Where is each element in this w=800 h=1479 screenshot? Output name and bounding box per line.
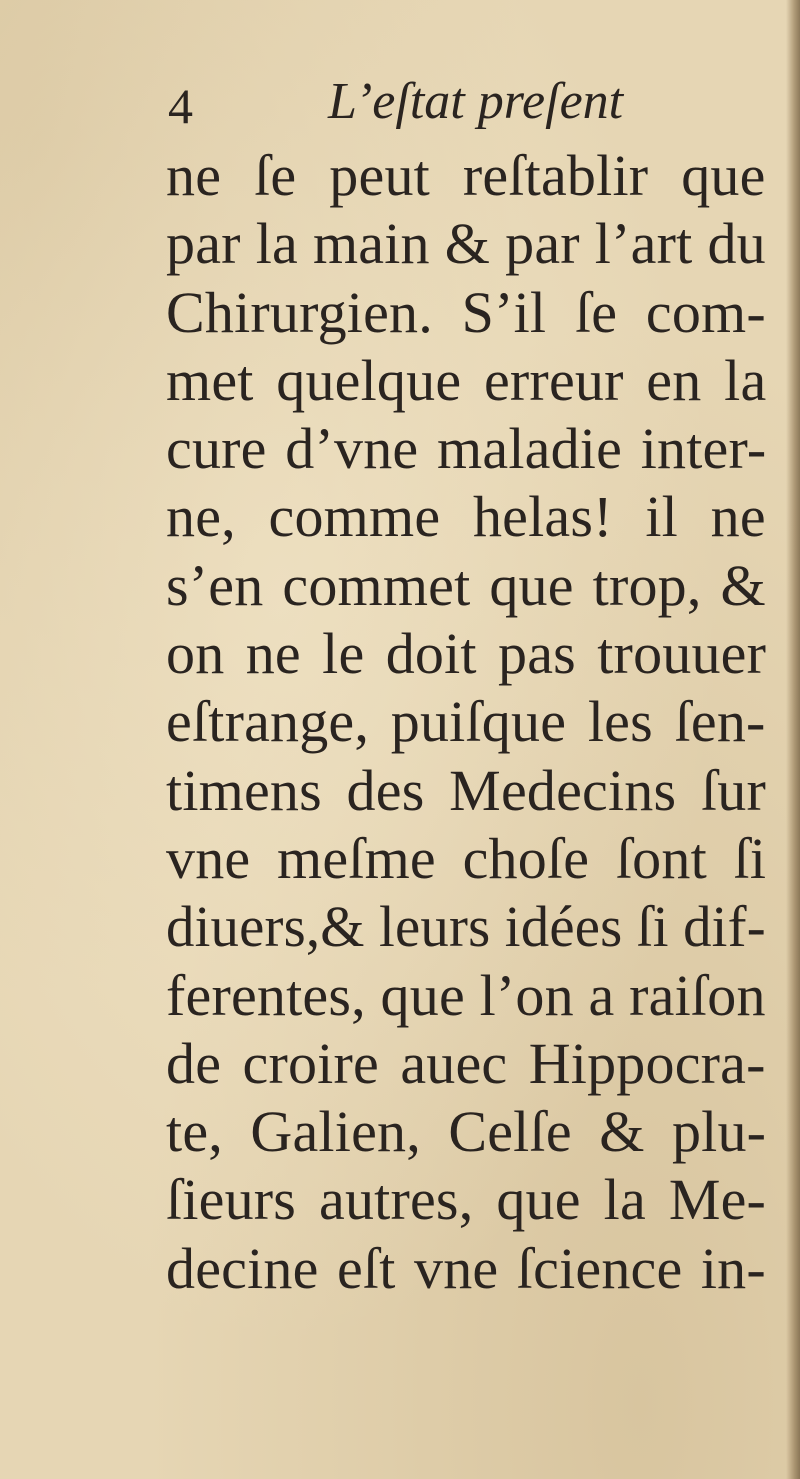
text-line: ne ſe peut reſtablir que	[166, 143, 766, 208]
text-line: on ne le doit pas trouuer	[166, 621, 767, 687]
text-line: Chirurgien. S’il ſe com-	[166, 279, 766, 345]
text-line: diuers,& leurs idées ſi dif-	[166, 894, 766, 960]
text-line: decine eſt vne ſcience in-	[166, 1235, 766, 1301]
page-number: 4	[168, 78, 193, 134]
text-line: par la main & par l’art du	[166, 211, 766, 277]
text-line: timens des Medecins ſur	[166, 757, 766, 823]
text-line: ſieurs autres, que la Me-	[166, 1167, 767, 1233]
text-line: s’en commet que trop, &	[166, 552, 766, 618]
text-line: ne, comme helas! il ne	[166, 484, 766, 550]
text-line: te, Galien, Celſe & plu-	[166, 1099, 767, 1165]
text-line: ferentes, que l’on a raiſon	[166, 962, 766, 1028]
running-title: L’eſtat preſent	[328, 73, 624, 130]
page-edge-shadow	[786, 0, 800, 1479]
text-line: de croire auec Hippocra-	[166, 1030, 766, 1096]
text-line: vne meſme choſe ſont ſi	[166, 825, 767, 891]
text-line: met quelque erreur en la	[166, 347, 767, 413]
text-line: eſtrange, puiſque les ſen-	[166, 689, 766, 755]
text-line: cure d’vne maladie inter-	[166, 416, 767, 482]
body-text	[166, 142, 776, 1303]
running-head	[168, 72, 768, 142]
